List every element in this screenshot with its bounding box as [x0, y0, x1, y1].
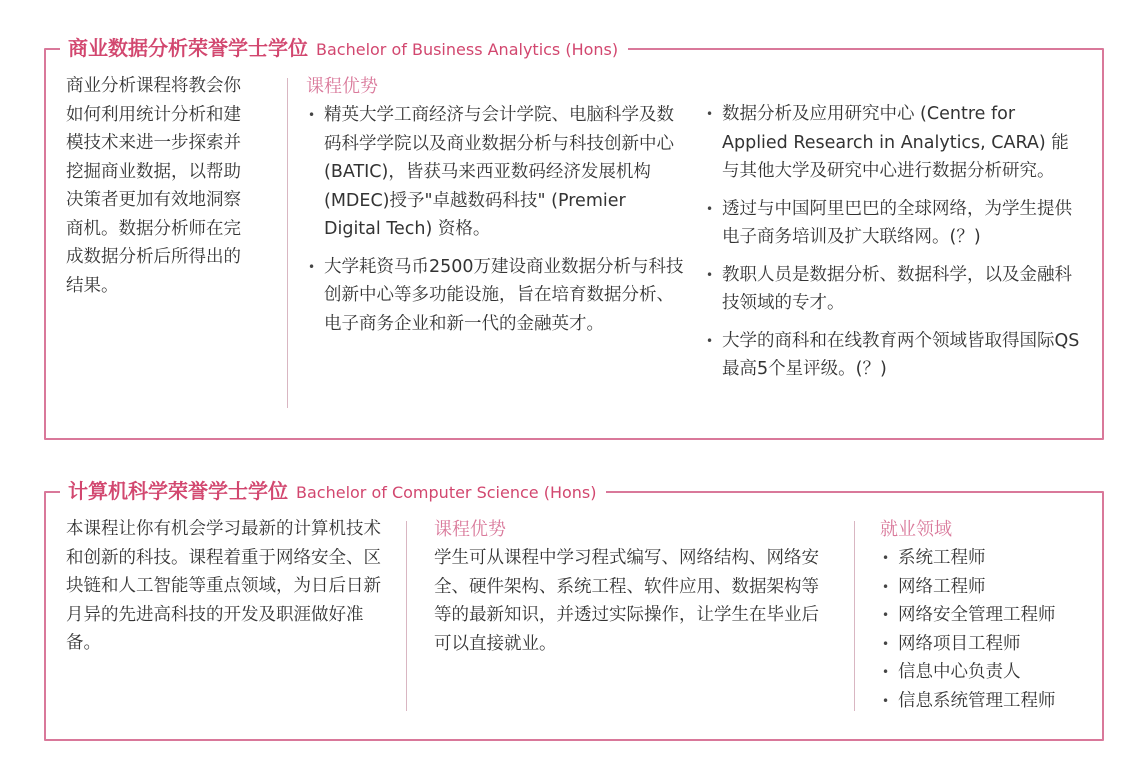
advantages-list-left [306, 101, 684, 338]
list-item: • 大学耗资马币2500万建设商业数据分析与科技创新中心等多功能设施，旨在培育数据分析、电子商务企业和新一代的金融英才。 [306, 253, 684, 339]
program-box-computer-science [44, 479, 1104, 741]
advantages-title: 课程优势 [306, 76, 378, 97]
advantages-column-right [704, 100, 1086, 393]
list-item: • 系统工程师 [880, 544, 1095, 573]
advantages-text: 学生可从课程中学习程式编写、网络结构、网络安全、硬件架构、系统工程、软件应用、数据架构等等的最新知识，并透过实际操作，让学生在毕业后可以直接就业。 [434, 548, 819, 654]
program-heading [60, 30, 628, 68]
advantages-list-right [704, 100, 1086, 384]
program-intro-column [66, 515, 381, 658]
careers-list [880, 544, 1095, 715]
advantages-column-left [306, 74, 684, 347]
list-item: • 透过与中国阿里巴巴的全球网络，为学生提供电子商务培训及扩大联络网。(？) [704, 195, 1086, 252]
advantages-column [434, 517, 826, 658]
list-item: • 网络工程师 [880, 573, 1095, 602]
careers-title: 就业领域 [880, 519, 952, 540]
list-item: • 大学的商科和在线教育两个领域皆取得国际QS最高5个星评级。(？) [704, 327, 1086, 384]
program-intro: 本课程让你有机会学习最新的计算机技术和创新的科技。课程着重于网络安全、区块链和人工智能等重点领域，为日后日新月异的先进高科技的开发及职涯做好准备。 [66, 519, 381, 653]
list-item: • 网络项目工程师 [880, 630, 1095, 659]
column-divider [854, 521, 855, 711]
list-item: • 教职人员是数据分析、数据科学，以及金融科技领域的专才。 [704, 261, 1086, 318]
list-item: • 精英大学工商经济与会计学院、电脑科学及数码科学学院以及商业数据分析与科技创新中心 (BATIC)，皆获马来西亚数码经济发展机构 (MDEC)授予"卓越数码科技" (Premier Digital Tech) 资格。 [306, 101, 684, 244]
program-title-en: Bachelor of Computer Science (Hons) [296, 483, 597, 502]
program-title-en: Bachelor of Business Analytics (Hons) [316, 40, 619, 59]
program-title-zh: 计算机科学荣誉学士学位 [68, 479, 288, 503]
careers-column [880, 517, 1095, 715]
program-box-business-analytics [44, 36, 1104, 440]
advantages-title: 课程优势 [434, 519, 506, 540]
column-divider [287, 78, 288, 408]
list-item: • 数据分析及应用研究中心 (Centre for Applied Research in Analytics, CARA) 能与其他大学及研究中心进行数据分析研究。 [704, 100, 1086, 186]
column-divider [406, 521, 407, 711]
program-intro-column [66, 72, 256, 300]
list-item: • 信息中心负责人 [880, 658, 1095, 687]
list-item: • 信息系统管理工程师 [880, 687, 1095, 716]
program-title-zh: 商业数据分析荣誉学士学位 [68, 36, 308, 60]
program-heading [60, 473, 606, 511]
list-item: • 网络安全管理工程师 [880, 601, 1095, 630]
program-intro: 商业分析课程将教会你如何利用统计分析和建模技术来进一步探索并挖掘商业数据，以帮助决策者更加有效地洞察商机。数据分析师在完成数据分析后所得出的结果。 [66, 76, 241, 296]
